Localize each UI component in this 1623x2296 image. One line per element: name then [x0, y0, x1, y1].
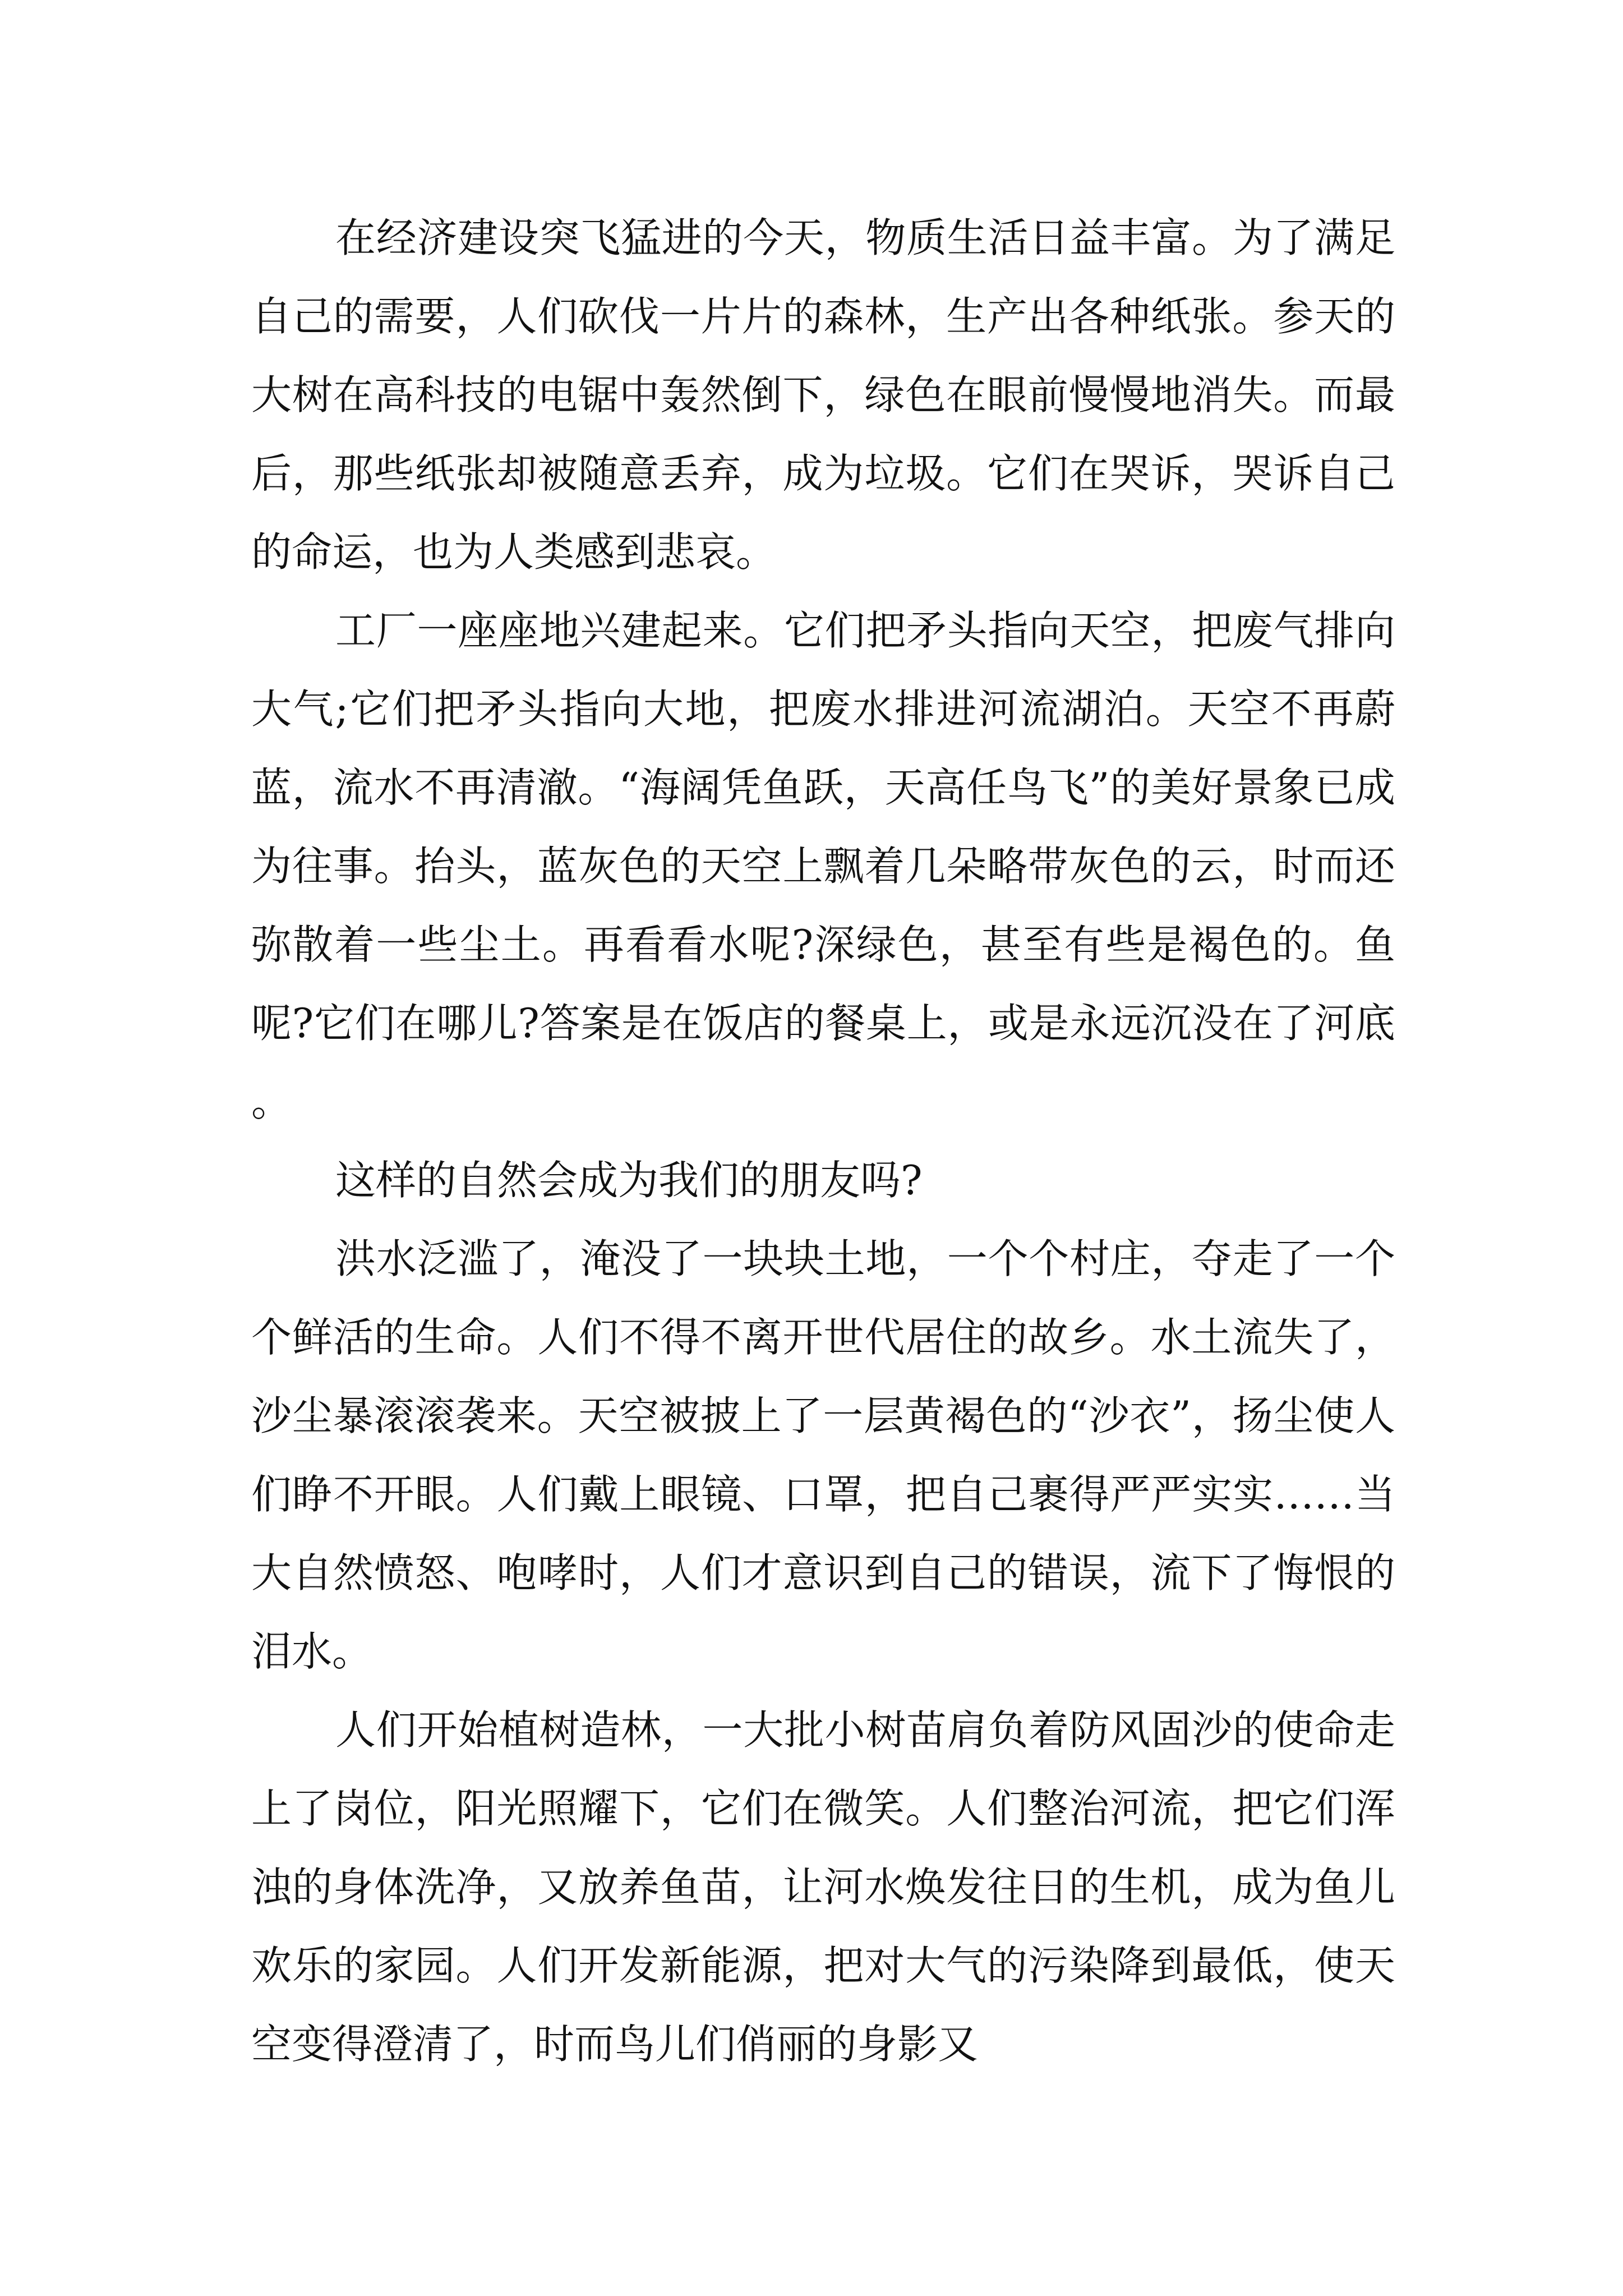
paragraph-3: 这样的自然会成为我们的朋友吗?: [335, 1157, 923, 1204]
paragraph-2: 工厂一座座地兴建起来。它们把矛头指向天空，把废气排向大气;它们把矛头指向大地，把废水排进河流湖泊。天空不再蔚蓝，流水不再清澈。“海阔凭鱼跃，天高任鸟飞”的美好景象已成为往事。抬头，蓝灰色的天空上飘着几朵略带灰色的云，时而还弥散着一些尘土。再看看水呢?深绿色，甚至有些是褐色的。鱼呢?它们在哪儿?答案是在饭店的餐桌上，或是永远沉没在了河底。: [251, 607, 1395, 1125]
paragraph-1: 在经济建设突飞猛进的今天，物质生活日益丰富。为了满足自己的需要，人们砍伐一片片的森林，生产出各种纸张。参天的大树在高科技的电锯中轰然倒下，绿色在眼前慢慢地消失。而最后，那些纸张却被随意丢弃，成为垃圾。它们在哭诉，哭诉自己的命运，也为人类感到悲哀。: [251, 214, 1395, 576]
essay-body: [251, 199, 1395, 2083]
paragraph-4: 洪水泛滥了，淹没了一块块土地，一个个村庄，夺走了一个个鲜活的生命。人们不得不离开世代居住的故乡。水土流失了，沙尘暴滚滚袭来。天空被披上了一层黄褐色的“沙衣”，扬尘使人们睁不开眼。人们戴上眼镜、口罩，把自己裹得严严实实……当大自然愤怒、咆哮时，人们才意识到自己的错误，流下了悔恨的泪水。: [251, 1235, 1395, 1675]
paragraph-5: 人们开始植树造林，一大批小树苗肩负着防风固沙的使命走上了岗位，阳光照耀下，它们在微笑。人们整治河流，把它们浑浊的身体洗净，又放养鱼苗，让河水焕发往日的生机，成为鱼儿欢乐的家园。人们开发新能源，把对大气的污染降到最低，使天空变得澄清了，时而鸟儿们俏丽的身影又: [251, 1706, 1395, 2068]
